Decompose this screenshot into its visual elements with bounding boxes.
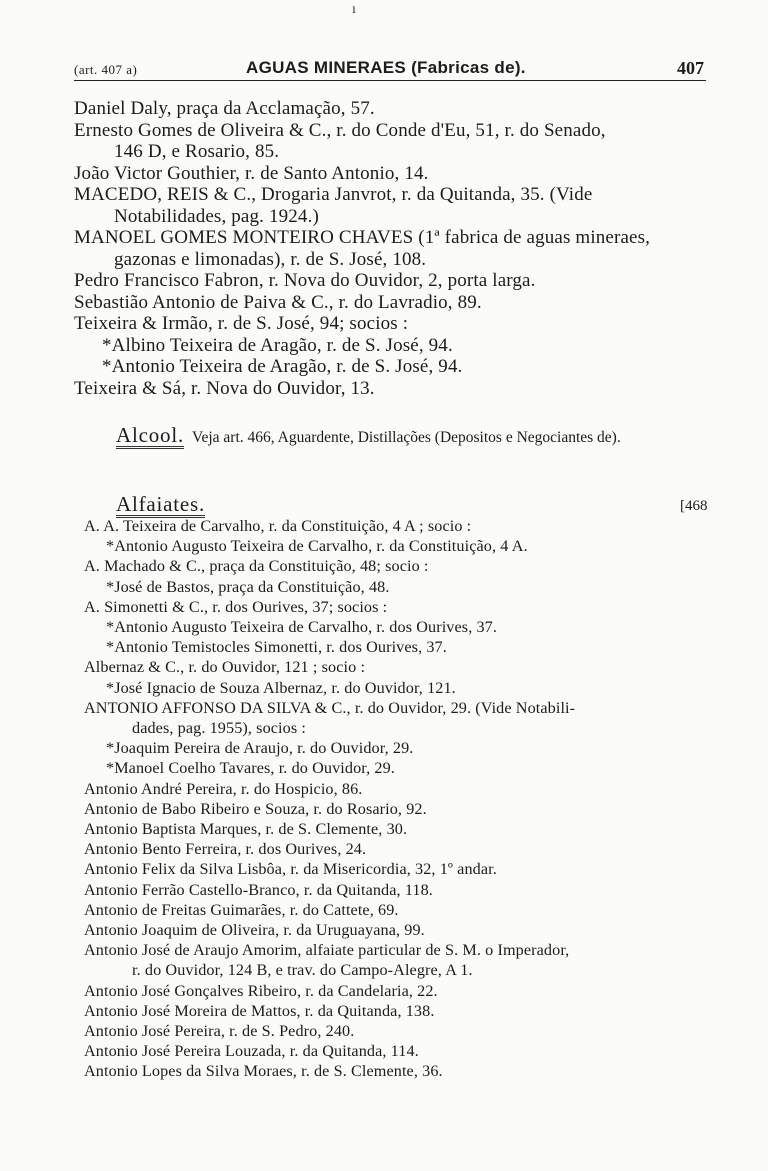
directory-entry: Antonio José de Araujo Amorim, alfaiate particular de S. M. o Imperador, — [84, 941, 570, 960]
directory-entry: A. Simonetti & C., r. dos Ourives, 37; socios : — [84, 597, 388, 616]
directory-entry: Antonio José Moreira de Mattos, r. da Quitanda, 138. — [84, 1001, 435, 1020]
directory-entry: João Victor Gouthier, r. de Santo Antonio, 14. — [74, 162, 429, 184]
directory-entry: Antonio André Pereira, r. do Hospicio, 86. — [84, 779, 363, 798]
entry-continuation: r. do Ouvidor, 124 B, e trav. do Campo-Alegre, A 1. — [132, 961, 473, 980]
directory-entry: MACEDO, REIS & C., Drogaria Janvrot, r. da Quitanda, 35. (Vide — [74, 184, 593, 205]
directory-entry: Antonio José Gonçalves Ribeiro, r. da Candelaria, 22. — [84, 981, 438, 1000]
entry-continuation: 146 D, e Rosario, 85. — [114, 141, 280, 162]
entry-continuation: gazonas e limonadas), r. de S. José, 108. — [114, 248, 427, 270]
directory-entry: A. A. Teixeira de Carvalho, r. da Constituição, 4 A ; socio : — [84, 517, 472, 535]
alcool-section — [116, 424, 621, 449]
alfaiates-heading: Alfaiates. — [116, 492, 206, 516]
partner-entry: *Antonio Teixeira de Aragão, r. de S. José, 94. — [102, 356, 463, 377]
alcool-note: Veja art. 466, Aguardente, Distillações (Depositos e Negociantes de). — [192, 429, 621, 446]
directory-entry: Antonio José Pereira Louzada, r. da Quitanda, 114. — [84, 1042, 419, 1061]
partner-entry: *Manoel Coelho Tavares, r. do Ouvidor, 29. — [106, 759, 395, 778]
entry-continuation: Notabilidades, pag. 1924.) — [114, 205, 319, 227]
directory-entry: Albernaz & C., r. do Ouvidor, 121 ; socio : — [84, 658, 366, 677]
alfaiates-cross-reference: [468 — [680, 498, 708, 514]
partner-entry: *José de Bastos, praça da Constituição, 48. — [106, 577, 390, 596]
directory-entry: Daniel Daly, praça da Acclamação, 57. — [74, 98, 375, 119]
directory-entry: Teixeira & Irmão, r. de S. José, 94; socios : — [74, 313, 409, 334]
alfaiates-section — [116, 493, 205, 518]
partner-entry: *Antonio Temistocles Simonetti, r. dos Ourives, 37. — [106, 638, 447, 657]
directory-entry: Antonio Felix da Silva Lisbôa, r. da Misericordia, 32, 1º andar. — [84, 860, 497, 879]
aguas-mineraes-list — [74, 98, 714, 399]
page-number: 407 — [677, 58, 704, 78]
directory-entry: Antonio Baptista Marques, r. de S. Clemente, 30. — [84, 820, 408, 839]
page-mark: ı — [352, 2, 356, 17]
directory-entry: Teixeira & Sá, r. Nova do Ouvidor, 13. — [74, 377, 375, 399]
partner-entry: *Joaquim Pereira de Araujo, r. do Ouvidor, 29. — [106, 739, 414, 758]
directory-entry: Antonio Ferrão Castello-Branco, r. da Quitanda, 118. — [84, 880, 433, 899]
header-title: AGUAS MINERAES (Fabricas de). — [246, 58, 526, 77]
directory-entry: Ernesto Gomes de Oliveira & C., r. do Conde d'Eu, 51, r. do Senado, — [74, 119, 606, 141]
directory-entry: Antonio Bento Ferreira, r. dos Ourives, 24. — [84, 840, 367, 859]
directory-entry: Antonio de Freitas Guimarães, r. do Cattete, 69. — [84, 900, 399, 919]
directory-entry: ANTONIO AFFONSO DA SILVA & C., r. do Ouvidor, 29. (Vide Notabili- — [84, 698, 576, 717]
partner-entry: *Antonio Augusto Teixeira de Carvalho, r. dos Ourives, 37. — [106, 618, 498, 637]
directory-entry: Pedro Francisco Fabron, r. Nova do Ouvidor, 2, porta larga. — [74, 270, 536, 291]
directory-entry: A. Machado & C., praça da Constituição, 48; socio : — [84, 557, 429, 576]
directory-entry: Antonio José Pereira, r. de S. Pedro, 240. — [84, 1022, 355, 1041]
partner-entry: *José Ignacio de Souza Albernaz, r. do Ouvidor, 121. — [106, 678, 456, 697]
partner-entry: *Antonio Augusto Teixeira de Carvalho, r. da Constituição, 4 A. — [106, 537, 528, 556]
alcool-heading: Alcool. — [116, 423, 185, 447]
directory-entry: MANOEL GOMES MONTEIRO CHAVES (1ª fabrica de aguas mineraes, — [74, 227, 651, 248]
header-article-ref: (art. 407 a) — [74, 62, 138, 77]
entry-continuation: dades, pag. 1955), socios : — [132, 719, 306, 738]
directory-entry: Antonio Joaquim de Oliveira, r. da Uruguayana, 99. — [84, 921, 425, 940]
partner-entry: *Albino Teixeira de Aragão, r. de S. José, 94. — [102, 334, 453, 356]
alfaiates-list — [84, 516, 744, 1082]
directory-entry: Sebastião Antonio de Paiva & C., r. do Lavradio, 89. — [74, 291, 482, 313]
directory-entry: Antonio Lopes da Silva Moraes, r. de S. Clemente, 36. — [84, 1062, 443, 1081]
page-header — [74, 58, 706, 81]
directory-entry: Antonio de Babo Ribeiro e Souza, r. do Rosario, 92. — [84, 799, 427, 818]
